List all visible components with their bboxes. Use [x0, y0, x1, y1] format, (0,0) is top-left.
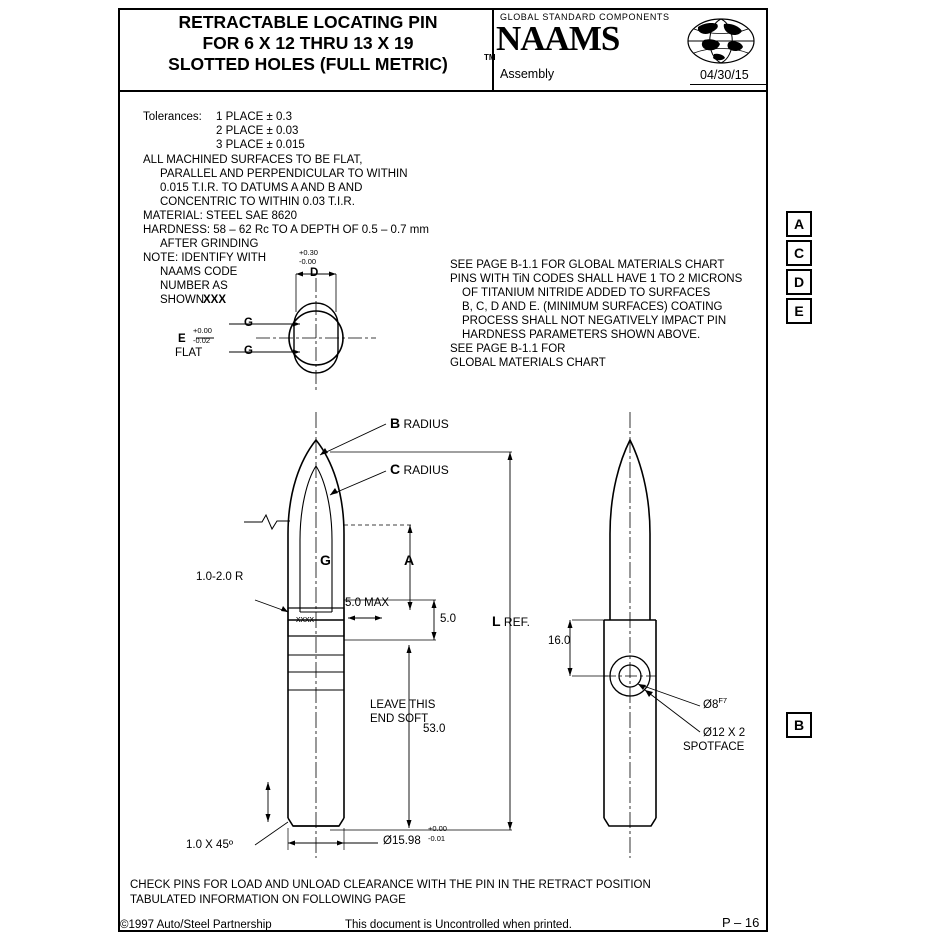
top-view-e-label: E — [178, 333, 186, 345]
hole-diameter-fit: F7 — [718, 696, 728, 705]
global-standard-components-label: GLOBAL STANDARD COMPONENTS — [500, 12, 670, 22]
max-dimension: 5.0 MAX — [345, 597, 390, 609]
l-ref-label: L REF. — [492, 613, 530, 629]
right-note-line4: B, C, D AND E. (MINIMUM SURFACES) COATING — [462, 301, 723, 313]
machined-note-line1: ALL MACHINED SURFACES TO BE FLAT, — [143, 154, 363, 166]
right-note-line1: SEE PAGE B-1.1 FOR GLOBAL MATERIALS CHART — [450, 259, 725, 271]
bottom-note-line1: CHECK PINS FOR LOAD AND UNLOAD CLEARANCE WITH THE PIN IN THE RETRACT POSITION — [130, 879, 651, 891]
top-view-e-tol-minus: -0.02 — [193, 336, 211, 345]
tab-e[interactable]: E — [786, 298, 812, 324]
c-radius-text: RADIUS — [400, 463, 449, 477]
machined-note-line3: 0.015 T.I.R. TO DATUMS A AND B AND — [160, 182, 363, 194]
tolerance-1-place: 1 PLACE ± 0.3 — [216, 111, 292, 123]
machined-note-line2: PARALLEL AND PERPENDICULAR TO WITHIN — [160, 168, 408, 180]
drawing-title-line2: FOR 6 X 12 THRU 13 X 19 — [202, 33, 414, 53]
tab-b[interactable]: B — [786, 712, 812, 738]
right-note-line2: PINS WITH TiN CODES SHALL HAVE 1 TO 2 MICRONS — [450, 273, 743, 285]
material-note: MATERIAL: STEEL SAE 8620 — [143, 210, 298, 222]
b-radius-label: B RADIUS — [390, 415, 449, 431]
identify-note-line2: NAAMS CODE — [160, 266, 238, 278]
leave-soft-line1: LEAVE THIS — [370, 699, 436, 711]
after-grinding-note: AFTER GRINDING — [160, 238, 259, 250]
spotface-label: SPOTFACE — [683, 741, 745, 753]
top-view-g-upper: G — [244, 317, 253, 329]
hardness-note: HARDNESS: 58 – 62 Rc TO A DEPTH OF 0.5 – 0.7 mm — [143, 224, 429, 236]
tolerances-label: Tolerances: — [143, 111, 202, 123]
c-radius-label: C RADIUS — [390, 461, 449, 477]
top-view-d-tol-minus: -0.00 — [299, 257, 317, 266]
right-note-line6: HARDNESS PARAMETERS SHOWN ABOVE. — [462, 329, 701, 341]
identify-note-code: XXX — [203, 294, 227, 306]
right-note-line5: PROCESS SHALL NOT NEGATIVELY IMPACT PIN — [462, 315, 727, 327]
revision-date: 04/30/15 — [700, 68, 749, 82]
dimension-5: 5.0 — [440, 613, 456, 625]
top-view-flat-label: FLAT — [175, 347, 203, 359]
footer-page-number: P – 16 — [722, 915, 760, 930]
right-note-line8: GLOBAL MATERIALS CHART — [450, 357, 606, 369]
right-note-line3: OF TITANIUM NITRIDE ADDED TO SURFACES — [462, 287, 711, 299]
bottom-note-line2: TABULATED INFORMATION ON FOLLOWING PAGE — [130, 894, 406, 906]
drawing-title-line1: RETRACTABLE LOCATING PIN — [178, 12, 438, 32]
identify-note-line1: NOTE: IDENTIFY WITH — [143, 252, 267, 264]
top-view-d-tol-plus: +0.30 — [299, 248, 318, 257]
main-diameter-tol-minus: -0.01 — [428, 834, 446, 843]
tab-d[interactable]: D — [786, 269, 812, 295]
main-diameter-tol-plus: +0.00 — [428, 824, 447, 833]
front-view-g-label: G — [320, 552, 331, 568]
footer-copyright: ©1997 Auto/Steel Partnership — [120, 919, 272, 931]
l-ref-text: REF. — [500, 615, 530, 629]
identify-note-line4: SHOWN — [160, 294, 208, 306]
identify-note-line3: NUMBER AS — [160, 280, 228, 292]
main-diameter: Ø15.98 — [383, 835, 421, 847]
footer-uncontrolled-note: This document is Uncontrolled when printed. — [345, 919, 572, 931]
dimension-16: 16.0 — [548, 635, 571, 647]
trademark-symbol: TM — [484, 53, 496, 62]
radius-note: 1.0-2.0 R — [196, 571, 244, 583]
code-band-text: xxxx — [296, 614, 314, 624]
front-view-a-label: A — [404, 552, 415, 568]
leave-soft-line2: END SOFT — [370, 713, 429, 725]
top-view-g-lower: G — [244, 345, 253, 357]
tolerance-2-place: 2 PLACE ± 0.03 — [216, 125, 299, 137]
tolerance-3-place: 3 PLACE ± 0.015 — [216, 139, 305, 151]
b-radius-text: RADIUS — [400, 417, 449, 431]
tab-a[interactable]: A — [786, 211, 812, 237]
right-note-line7: SEE PAGE B-1.1 FOR — [450, 343, 566, 355]
tab-c[interactable]: C — [786, 240, 812, 266]
chamfer-note: 1.0 X 45º — [186, 839, 234, 851]
machined-note-line4: CONCENTRIC TO WITHIN 0.03 T.I.R. — [160, 196, 355, 208]
spotface-diameter: Ø12 X 2 — [703, 727, 746, 739]
dimension-53: 53.0 — [423, 723, 446, 735]
drawing-title-line3: SLOTTED HOLES (FULL METRIC) — [168, 54, 448, 74]
assembly-label: Assembly — [500, 67, 555, 81]
hole-diameter-label: $Ø8^{F7}$ — [703, 696, 728, 711]
naams-logo-text: NAAMS — [496, 19, 620, 58]
top-view-d-label: D — [310, 267, 319, 279]
top-view-e-tol-plus: +0.00 — [193, 326, 212, 335]
